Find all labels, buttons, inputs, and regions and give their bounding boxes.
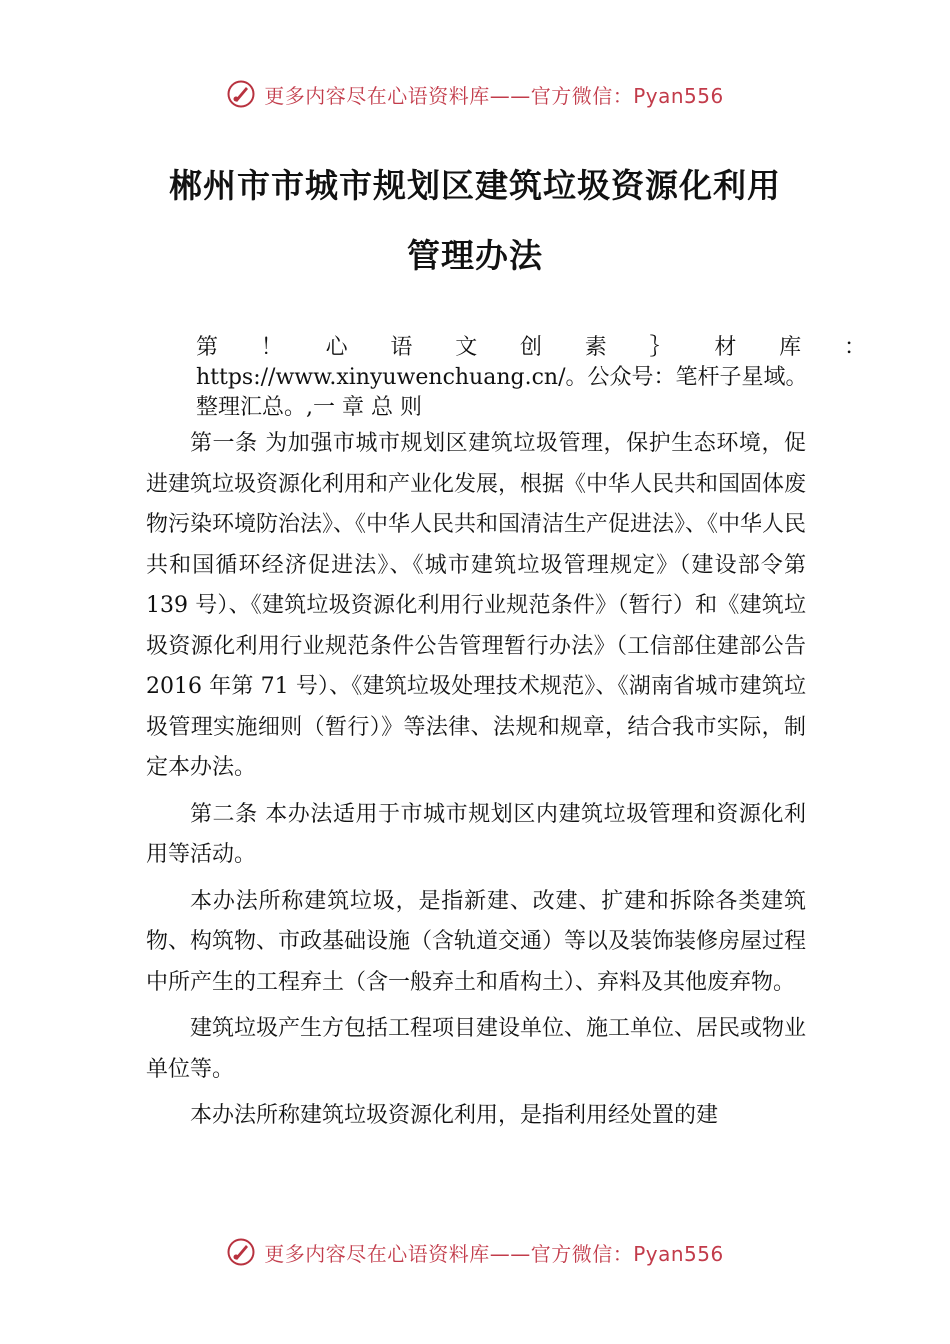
utilization-paragraph: 本办法所称建筑垃圾资源化利用，是指利用经处置的建 <box>190 1103 719 1128</box>
watermark-char: 文 <box>455 335 478 360</box>
watermark-line-1 <box>196 333 866 363</box>
watermark-char: 库 <box>779 335 802 360</box>
watermark-char: ！ <box>260 335 283 360</box>
watermark-char: 语 <box>390 335 413 360</box>
document-title-line-2: 管理办法 <box>407 236 543 275</box>
definition-paragraph: 本办法所称建筑垃圾，是指新建、改建、扩建和拆除各类建筑物、构筑物、市政基础设施（含轨道交通）等以及装饰装修房屋过程中所产生的工程弃土（含一般弃土和盾构土）、弃料及其他废弃物。 <box>146 888 807 995</box>
brand-logo-icon <box>226 79 256 109</box>
document-title-line-1: 郴州市市城市规划区建筑垃圾资源化利用 <box>169 166 781 205</box>
watermark-line-2: https://www.xinyuwenchuang.cn/。公众号：笔杆子星域。 <box>196 365 808 390</box>
watermark-char: 材 <box>714 335 737 360</box>
brand-logo-icon <box>226 1237 256 1267</box>
header-banner-text: 更多内容尽在心语资料库——官方微信：Pyan556 <box>264 83 724 108</box>
watermark-line-3: 整理汇总。,一 章 总 则 <box>196 395 422 420</box>
footer-banner <box>0 1232 950 1272</box>
producer-paragraph: 建筑垃圾产生方包括工程项目建设单位、施工单位、居民或物业单位等。 <box>146 1016 807 1082</box>
watermark-text <box>196 333 866 423</box>
header-banner <box>0 74 950 114</box>
watermark-char: 创 <box>519 335 542 360</box>
footer-banner-text: 更多内容尽在心语资料库——官方微信：Pyan556 <box>264 1241 724 1266</box>
watermark-char: ｝ <box>649 335 672 360</box>
article-1-paragraph: 第一条 为加强市城市规划区建筑垃圾管理，保护生态环境，促进建筑垃圾资源化利用和产业化发展，根据《中华人民共和国固体废物污染环境防治法》、《中华人民共和国清洁生产促进法》、《中华人民共和国循环经济促进法》、《城市建筑垃圾管理规定》（建设部令第 139 号）、《建筑垃圾资源化利用行业规范条件》（暂行）和《建筑垃圾资源化利用行业规范条件公告管理暂行办法》（工信部住建部公告 2016 年第 71 号）、《建筑垃圾处理技术规范》、《湖南省城市建筑垃圾管理实施细则（暂行）》等法律、法规和规章，结合我市实际，制定本办法。 <box>146 431 807 780</box>
watermark-char: 素 <box>584 335 607 360</box>
watermark-char: 心 <box>325 335 348 360</box>
article-2-paragraph: 第二条 本办法适用于市城市规划区内建筑垃圾管理和资源化利用等活动。 <box>146 801 806 867</box>
document-body <box>146 424 806 1137</box>
watermark-char: ： <box>843 335 866 360</box>
watermark-char: 第 <box>196 335 219 360</box>
